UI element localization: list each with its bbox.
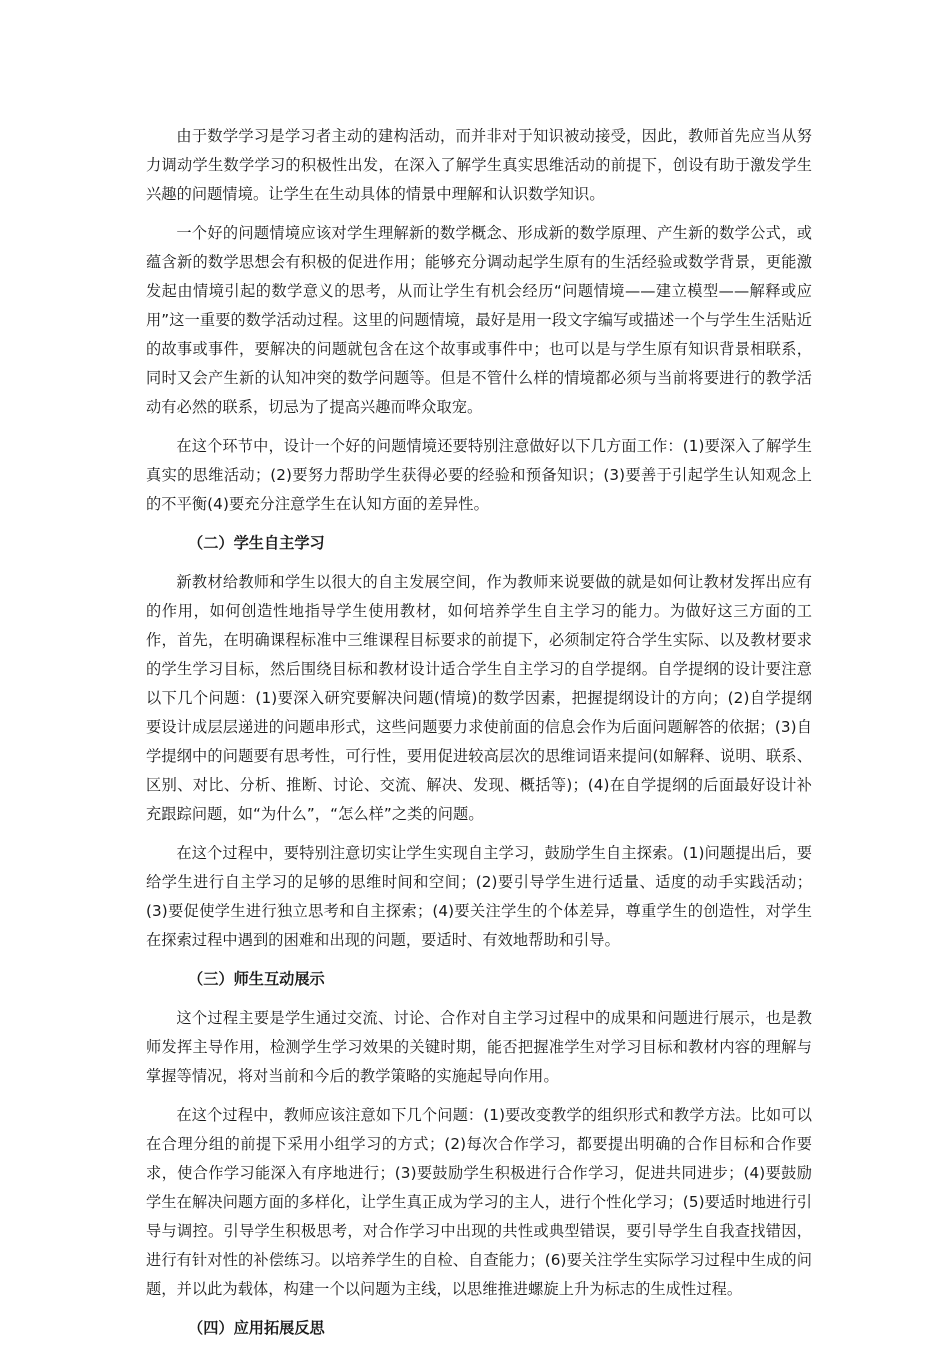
paragraph: 由于数学学习是学习者主动的建构活动，而并非对于知识被动接受，因此，教师首先应当从努力调动学生数学学习的积极性出发，在深入了解学生真实思维活动的前提下，创设有助于激发学生兴趣的问题情境。让学生在生动具体的情景中理解和认识数学知识。 — [146, 127, 812, 203]
section-heading-2: （二）学生自主学习 — [188, 534, 325, 552]
paragraph: 一个好的问题情境应该对学生理解新的数学概念、形成新的数学原理、产生新的数学公式，或蕴含新的数学思想会有积极的促进作用；能够充分调动起学生原有的生活经验或数学背景，更能激发起由情境引起的数学意义的思考，从而让学生有机会经历“问题情境——建立模型——解释或应用”这一重要的数学活动过程。这里的问题情境，最好是用一段文字编写或描述一个与学生生活贴近的故事或事件，要解决的问题就包含在这个故事或事件中；也可以是与学生原有知识背景相联系，同时又会产生新的认知冲突的数学问题等。但是不管什么样的情境都必须与当前将要进行的教学活动有必然的联系，切忌为了提高兴趣而哗众取宠。 — [146, 224, 812, 416]
paragraph: 在这个环节中，设计一个好的问题情境还要特别注意做好以下几方面工作：(1)要深入了解学生真实的思维活动；(2)要努力帮助学生获得必要的经验和预备知识；(3)要善于引起学生认知观念上的不平衡(4)要充分注意学生在认知方面的差异性。 — [146, 437, 812, 513]
document-body — [146, 122, 812, 1353]
paragraph: 这个过程主要是学生通过交流、讨论、合作对自主学习过程中的成果和问题进行展示，也是教师发挥主导作用，检测学生学习效果的关键时期，能否把握准学生对学习目标和教材内容的理解与掌握等情况，将对当前和今后的教学策略的实施起导向作用。 — [146, 1009, 812, 1085]
section-heading-3: （三）师生互动展示 — [188, 970, 325, 988]
paragraph: 新教材给教师和学生以很大的自主发展空间，作为教师来说要做的就是如何让教材发挥出应有的作用，如何创造性地指导学生使用教材，如何培养学生自主学习的能力。为做好这三方面的工作，首先，在明确课程标准中三维课程目标要求的前提下，必须制定符合学生实际、以及教材要求的学生学习目标，然后围绕目标和教材设计适合学生自主学习的自学提纲。自学提纲的设计要注意以下几个问题：(1)要深入研究要解决问题(情境)的数学因素，把握提纲设计的方向；(2)自学提纲要设计成层层递进的问题串形式，这些问题要力求使前面的信息会作为后面问题解答的依据；(3)自学提纲中的问题要有思考性，可行性，要用促进较高层次的思维词语来提问(如解释、说明、联系、区别、对比、分析、推断、讨论、交流、解决、发现、概括等)；(4)在自学提纲的后面最好设计补充跟踪问题，如“为什么”，“怎么样”之类的问题。 — [146, 573, 812, 823]
section-heading-4: （四）应用拓展反思 — [188, 1319, 325, 1337]
paragraph: 在这个过程中，教师应该注意如下几个问题：(1)要改变教学的组织形式和教学方法。比如可以在合理分组的前提下采用小组学习的方式；(2)每次合作学习，都要提出明确的合作目标和合作要求，使合作学习能深入有序地进行；(3)要鼓励学生积极进行合作学习，促进共同进步；(4)要鼓励学生在解决问题方面的多样化，让学生真正成为学习的主人，进行个性化学习；(5)要适时地进行引导与调控。引导学生积极思考，对合作学习中出现的共性或典型错误，要引导学生自我查找错因，进行有针对性的补偿练习。以培养学生的自检、自查能力；(6)要关注学生实际学习过程中生成的问题，并以此为载体，构建一个以问题为主线，以思维推进螺旋上升为标志的生成性过程。 — [146, 1106, 812, 1298]
paragraph: 在这个过程中，要特别注意切实让学生实现自主学习，鼓励学生自主探索。(1)问题提出后，要给学生进行自主学习的足够的思维时间和空间；(2)要引导学生进行适量、适度的动手实践活动；(3)要促使学生进行独立思考和自主探索；(4)要关注学生的个体差异，尊重学生的创造性，对学生在探索过程中遇到的困难和出现的问题，要适时、有效地帮助和引导。 — [146, 844, 812, 949]
